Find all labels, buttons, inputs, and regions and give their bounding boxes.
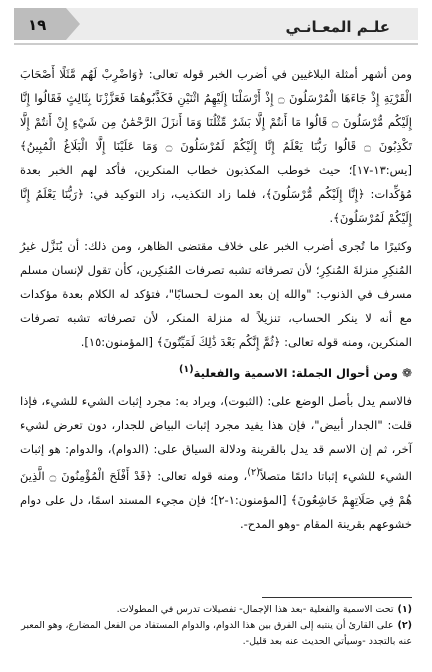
footnote-number: (١): [397, 604, 412, 615]
paragraph-1: ومن أشهر أمثلة البلاغيين في أضرب الخبر قوله تعالى: ﴿وَاضْرِبْ لَهُم مَّثَلًا أَصْحَابَ الْقَرْيَةِ إِذْ جَاءَهَا الْمُرْسَلُونَ ۝ إِذْ أَرْسَلْنَا إِلَيْهِمُ اثْنَيْنِ فَكَذَّبُوهُمَا فَعَزَّزْنَا بِثَالِثٍ فَقَالُوا إِنَّا إِلَيْكُم مُّرْسَلُونَ ۝ قَالُوا مَا أَنتُمْ إِلَّا بَشَرٌ مِّثْلُنَا وَمَا أَنزَلَ الرَّحْمَٰنُ مِن شَيْءٍ إِنْ أَنتُمْ إِلَّا تَكْذِبُونَ ۝ قَالُوا رَبُّنَا يَعْلَمُ إِنَّا إِلَيْكُمْ لَمُرْسَلُونَ ۝ وَمَا عَلَيْنَا إِلَّا الْبَلَاغُ الْمُبِينُ﴾ [يس:١٣-١٧]؛ حيث خوطب المكذبون خطاب المنكرين، فأكد لهم الخبر بعدة مُؤكِّدات: ﴿إِنَّا إِلَيْكُم مُّرْسَلُونَ﴾، فلما زاد التكذيب، زاد التوكيد في: ﴿رَبُّنَا يَعْلَمُ إِنَّا إِلَيْكُمْ لَمُرْسَلُونَ﴾.: [20, 67, 412, 225]
footnote-number: (٢): [397, 620, 412, 631]
section-heading: [20, 358, 412, 385]
paragraph-2: وكثيرًا ما تُجرى أضرب الخبر على خلاف مقتضى الظاهر، ومن ذلك: أن يُنَزَّل غيرُ المُنكِرِ منزلةَ المُنكِرِ؛ لأن تصرفاته تشبه تصرفات المُنكِرين، كأن تقول لإنسان مسلم مسرف في الذنوب: "والله إن بعد الموت لـحسابًا"، فتؤكد له الكلام بعدة مؤكدات مع أنه لا ينكر الحساب، تنزيلاً له منزلة المنكر، لأن تصرفاته تشبه تصرفات المنكرين، ومنه قوله تعالى: ﴿ثُمَّ إِنَّكُم بَعْدَ ذَٰلِكَ لَمَيِّتُونَ﴾ [المؤمنون:١٥].: [20, 239, 412, 349]
main-text: [20, 62, 412, 536]
flower-icon: ❁: [401, 365, 412, 380]
footnote-text: على القارئ أن ينتبه إلى الفرق بين هذا الدوام، والدوام المستفاد من الفعل المضارع، وهو المعبر عنه بالتجدد -وسيأتي الحديث عنه بعد قليل-.: [21, 620, 412, 647]
page-header: [0, 0, 432, 58]
footnote-2: [20, 618, 412, 650]
footnote-ref-2[interactable]: (٢): [247, 466, 260, 478]
paragraph-3-part-2: ، ومنه قوله تعالى: ﴿قَدْ أَفْلَحَ الْمُؤْمِنُونَ ۝ الَّذِينَ هُمْ فِي صَلَاتِهِمْ خَاشِعُونَ﴾ [المؤمنون:١-٢]؛ فإن مجيء المسند اسمًا، دل على دوام خشوعهم بقرينة المقام -وهو المدح-.: [20, 468, 412, 531]
footnote-1: [20, 602, 412, 618]
heading-text: ومن أحوال الجملة: الاسمية والفعلية: [193, 365, 398, 380]
footnotes: [20, 602, 412, 650]
footnote-text: تحت الاسمية والفعلية -بعد هذا الإجمال- تفصيلات تدرس في المطولات.: [116, 604, 394, 615]
book-title: علـم المعـانـي: [285, 18, 390, 36]
paragraph-3: [20, 389, 412, 536]
page-number: ١٩: [28, 16, 47, 34]
footnote-separator: [262, 597, 412, 598]
paragraph-3-part-1: فالاسم يدل بأصل الوضع على: (الثبوت)، ويراد به: مجرد إثبات الشيء للشيء، فإذا قلت: "الجدار أبيض"، فإن هذا يفيد مجرد إثبات البياض للجدار، دون تعرض لشيء آخر، ثم إن الاسم قد يدل بالقرينة ودلالة السياق على: (الدوام)، والدوام: هو إثبات الشيء للشيء إثباتا دائمًا متصلاً: [20, 393, 412, 483]
footnote-ref-1[interactable]: (١): [179, 364, 194, 375]
